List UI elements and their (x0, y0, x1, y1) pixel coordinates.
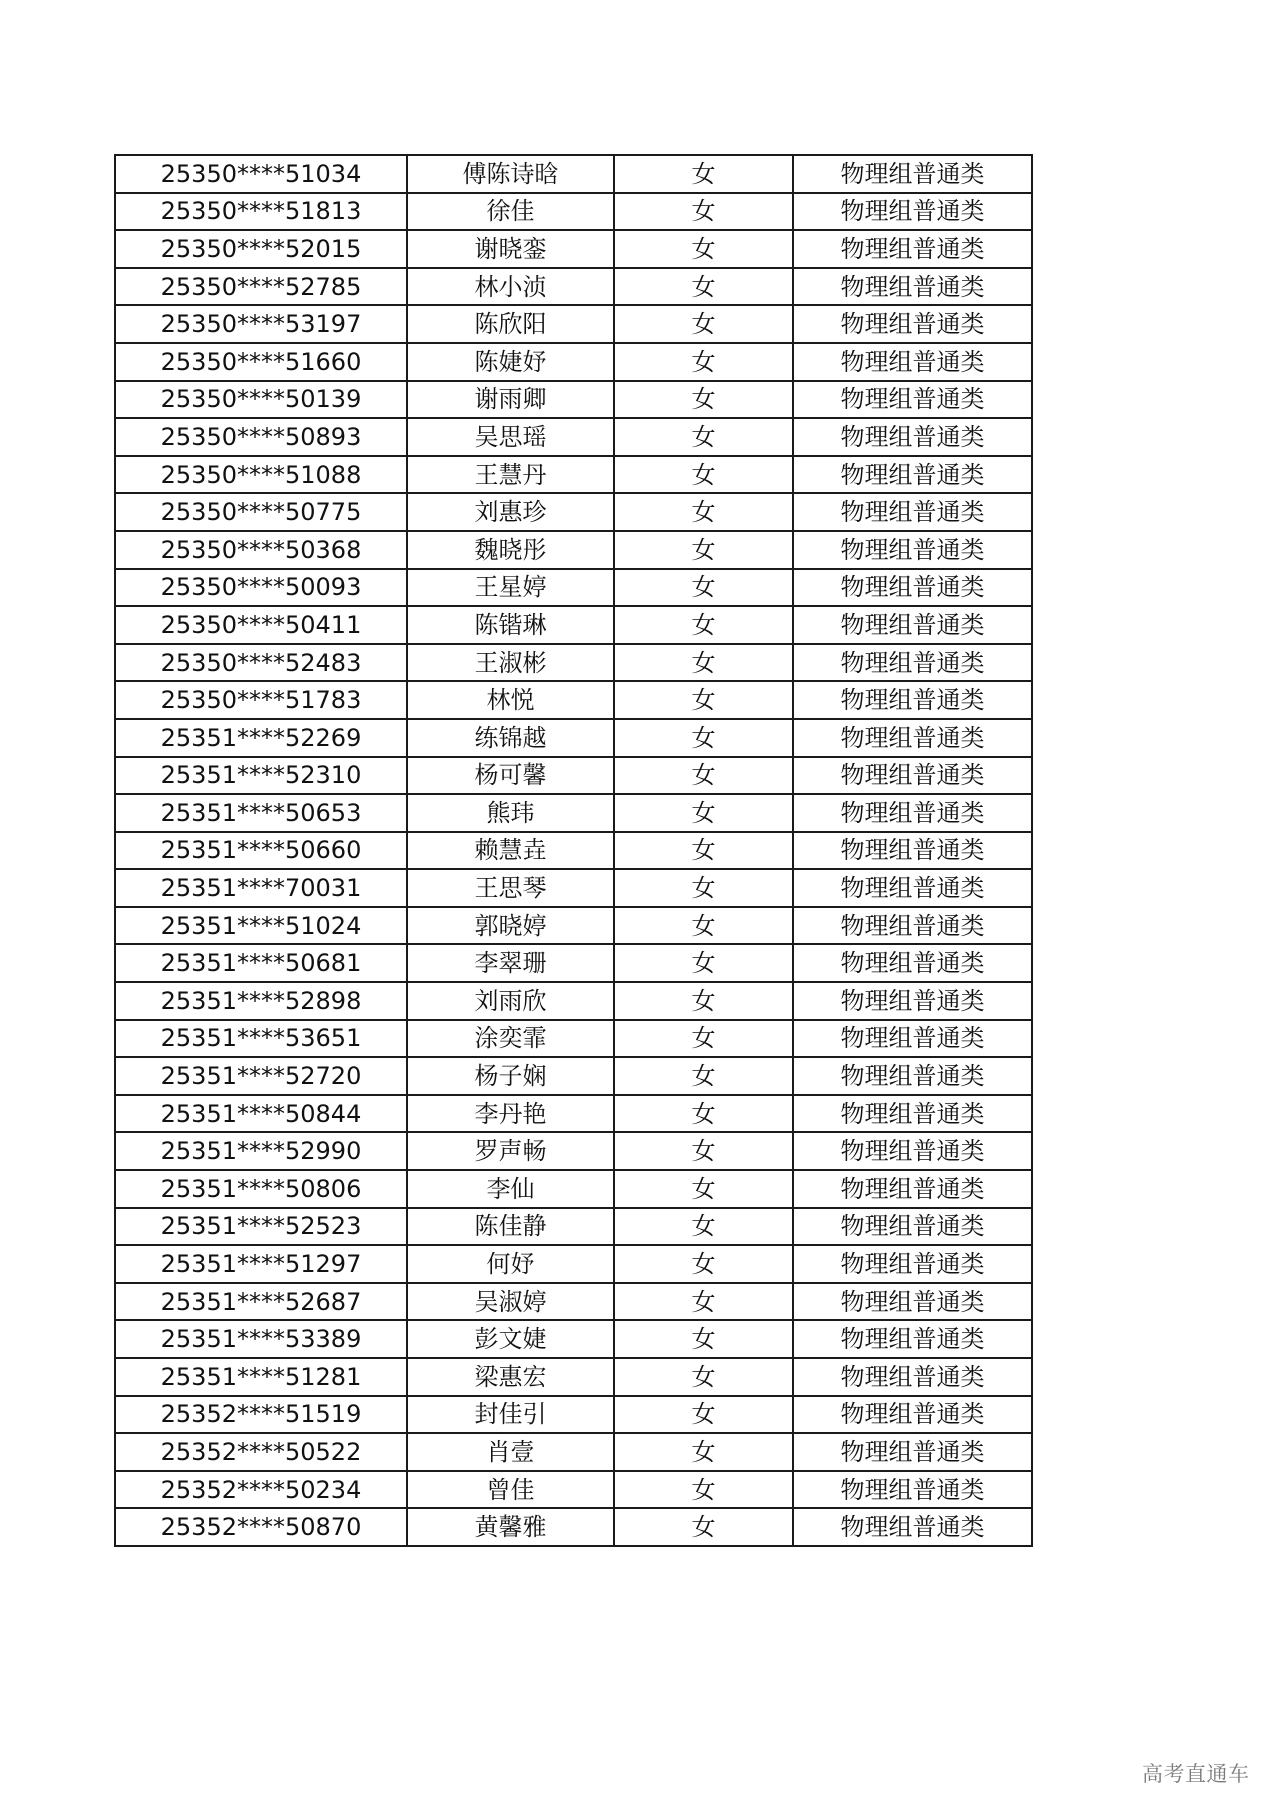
category-cell: 物理组普通类 (793, 644, 1032, 682)
category-cell: 物理组普通类 (793, 1170, 1032, 1208)
student-name-cell: 杨子娴 (407, 1057, 614, 1095)
category-cell: 物理组普通类 (793, 456, 1032, 494)
gender-cell: 女 (614, 1508, 793, 1546)
student-name-cell: 陈婕妤 (407, 343, 614, 381)
student-name-cell: 杨可馨 (407, 757, 614, 795)
gender-cell: 女 (614, 1170, 793, 1208)
gender-cell: 女 (614, 982, 793, 1020)
table-row (115, 1245, 1032, 1283)
category-cell: 物理组普通类 (793, 1283, 1032, 1321)
table-row (115, 1358, 1032, 1396)
table-row (115, 982, 1032, 1020)
gender-cell: 女 (614, 456, 793, 494)
table-row (115, 719, 1032, 757)
exam-id-cell: 25351****51297 (115, 1245, 407, 1283)
roster-table-body (115, 155, 1032, 1546)
category-cell: 物理组普通类 (793, 1020, 1032, 1058)
table-row (115, 1208, 1032, 1246)
category-cell: 物理组普通类 (793, 1132, 1032, 1170)
table-row (115, 1508, 1032, 1546)
student-name-cell: 肖壹 (407, 1433, 614, 1471)
table-row (115, 381, 1032, 419)
table-row (115, 493, 1032, 531)
table-row (115, 569, 1032, 607)
table-row (115, 230, 1032, 268)
category-cell: 物理组普通类 (793, 1208, 1032, 1246)
exam-id-cell: 25351****50806 (115, 1170, 407, 1208)
gender-cell: 女 (614, 230, 793, 268)
exam-id-cell: 25350****52483 (115, 644, 407, 682)
gender-cell: 女 (614, 1283, 793, 1321)
exam-id-cell: 25351****50660 (115, 832, 407, 870)
exam-id-cell: 25351****52898 (115, 982, 407, 1020)
student-name-cell: 李仙 (407, 1170, 614, 1208)
gender-cell: 女 (614, 1471, 793, 1509)
exam-id-cell: 25350****50893 (115, 418, 407, 456)
exam-id-cell: 25350****52785 (115, 268, 407, 306)
student-name-cell: 李翠珊 (407, 944, 614, 982)
table-row (115, 531, 1032, 569)
student-name-cell: 刘惠珍 (407, 493, 614, 531)
exam-id-cell: 25350****52015 (115, 230, 407, 268)
table-row (115, 1396, 1032, 1434)
exam-id-cell: 25352****50870 (115, 1508, 407, 1546)
category-cell: 物理组普通类 (793, 343, 1032, 381)
category-cell: 物理组普通类 (793, 493, 1032, 531)
exam-id-cell: 25351****51281 (115, 1358, 407, 1396)
exam-id-cell: 25351****52269 (115, 719, 407, 757)
gender-cell: 女 (614, 794, 793, 832)
student-name-cell: 傅陈诗晗 (407, 155, 614, 193)
table-row (115, 155, 1032, 193)
category-cell: 物理组普通类 (793, 1057, 1032, 1095)
gender-cell: 女 (614, 305, 793, 343)
gender-cell: 女 (614, 907, 793, 945)
gender-cell: 女 (614, 1396, 793, 1434)
student-name-cell: 吴淑婷 (407, 1283, 614, 1321)
table-row (115, 1132, 1032, 1170)
student-name-cell: 封佳引 (407, 1396, 614, 1434)
category-cell: 物理组普通类 (793, 418, 1032, 456)
exam-id-cell: 25351****50844 (115, 1095, 407, 1133)
category-cell: 物理组普通类 (793, 1245, 1032, 1283)
table-row (115, 832, 1032, 870)
gender-cell: 女 (614, 606, 793, 644)
student-name-cell: 王思琴 (407, 869, 614, 907)
exam-id-cell: 25351****53389 (115, 1320, 407, 1358)
gender-cell: 女 (614, 193, 793, 231)
exam-id-cell: 25350****50411 (115, 606, 407, 644)
category-cell: 物理组普通类 (793, 1095, 1032, 1133)
exam-id-cell: 25350****50775 (115, 493, 407, 531)
category-cell: 物理组普通类 (793, 794, 1032, 832)
category-cell: 物理组普通类 (793, 982, 1032, 1020)
student-name-cell: 刘雨欣 (407, 982, 614, 1020)
student-name-cell: 彭文婕 (407, 1320, 614, 1358)
student-name-cell: 罗声畅 (407, 1132, 614, 1170)
category-cell: 物理组普通类 (793, 531, 1032, 569)
student-name-cell: 黄馨雅 (407, 1508, 614, 1546)
exam-id-cell: 25351****52310 (115, 757, 407, 795)
exam-id-cell: 25350****51034 (115, 155, 407, 193)
exam-id-cell: 25352****50522 (115, 1433, 407, 1471)
watermark-text: 高考直通车 (1142, 1762, 1250, 1786)
gender-cell: 女 (614, 869, 793, 907)
gender-cell: 女 (614, 1320, 793, 1358)
exam-id-cell: 25350****51783 (115, 681, 407, 719)
table-row (115, 456, 1032, 494)
exam-id-cell: 25351****51024 (115, 907, 407, 945)
gender-cell: 女 (614, 757, 793, 795)
student-name-cell: 陈佳静 (407, 1208, 614, 1246)
table-row (115, 268, 1032, 306)
table-row (115, 681, 1032, 719)
table-row (115, 869, 1032, 907)
category-cell: 物理组普通类 (793, 757, 1032, 795)
category-cell: 物理组普通类 (793, 193, 1032, 231)
category-cell: 物理组普通类 (793, 944, 1032, 982)
table-row (115, 193, 1032, 231)
exam-id-cell: 25350****50139 (115, 381, 407, 419)
exam-id-cell: 25350****51660 (115, 343, 407, 381)
student-name-cell: 赖慧垚 (407, 832, 614, 870)
gender-cell: 女 (614, 1245, 793, 1283)
table-row (115, 1283, 1032, 1321)
table-row (115, 343, 1032, 381)
category-cell: 物理组普通类 (793, 155, 1032, 193)
exam-id-cell: 25351****52523 (115, 1208, 407, 1246)
table-row (115, 1095, 1032, 1133)
student-name-cell: 梁惠宏 (407, 1358, 614, 1396)
gender-cell: 女 (614, 644, 793, 682)
gender-cell: 女 (614, 569, 793, 607)
student-name-cell: 徐佳 (407, 193, 614, 231)
exam-id-cell: 25351****50681 (115, 944, 407, 982)
category-cell: 物理组普通类 (793, 907, 1032, 945)
table-row (115, 907, 1032, 945)
student-name-cell: 王淑彬 (407, 644, 614, 682)
exam-id-cell: 25350****50368 (115, 531, 407, 569)
student-name-cell: 陈欣阳 (407, 305, 614, 343)
student-name-cell: 涂奕霏 (407, 1020, 614, 1058)
category-cell: 物理组普通类 (793, 832, 1032, 870)
student-name-cell: 何妤 (407, 1245, 614, 1283)
student-name-cell: 魏晓彤 (407, 531, 614, 569)
gender-cell: 女 (614, 1132, 793, 1170)
category-cell: 物理组普通类 (793, 1508, 1032, 1546)
table-row (115, 606, 1032, 644)
student-name-cell: 陈锴琳 (407, 606, 614, 644)
table-row (115, 1433, 1032, 1471)
exam-id-cell: 25350****53197 (115, 305, 407, 343)
category-cell: 物理组普通类 (793, 1358, 1032, 1396)
student-name-cell: 李丹艳 (407, 1095, 614, 1133)
table-row (115, 944, 1032, 982)
category-cell: 物理组普通类 (793, 719, 1032, 757)
exam-id-cell: 25351****50653 (115, 794, 407, 832)
exam-id-cell: 25352****50234 (115, 1471, 407, 1509)
exam-id-cell: 25351****53651 (115, 1020, 407, 1058)
category-cell: 物理组普通类 (793, 1471, 1032, 1509)
gender-cell: 女 (614, 681, 793, 719)
student-roster-table (114, 154, 1033, 1547)
exam-id-cell: 25350****50093 (115, 569, 407, 607)
category-cell: 物理组普通类 (793, 606, 1032, 644)
table-row (115, 1170, 1032, 1208)
student-name-cell: 吴思瑶 (407, 418, 614, 456)
student-name-cell: 谢晓銮 (407, 230, 614, 268)
gender-cell: 女 (614, 343, 793, 381)
table-row (115, 1020, 1032, 1058)
table-row (115, 1471, 1032, 1509)
student-name-cell: 曾佳 (407, 1471, 614, 1509)
table-row (115, 1320, 1032, 1358)
gender-cell: 女 (614, 944, 793, 982)
category-cell: 物理组普通类 (793, 681, 1032, 719)
table-row (115, 794, 1032, 832)
gender-cell: 女 (614, 1020, 793, 1058)
student-name-cell: 练锦越 (407, 719, 614, 757)
category-cell: 物理组普通类 (793, 230, 1032, 268)
gender-cell: 女 (614, 531, 793, 569)
gender-cell: 女 (614, 493, 793, 531)
student-name-cell: 林悦 (407, 681, 614, 719)
table-row (115, 644, 1032, 682)
gender-cell: 女 (614, 155, 793, 193)
gender-cell: 女 (614, 1057, 793, 1095)
student-name-cell: 熊玮 (407, 794, 614, 832)
table-row (115, 1057, 1032, 1095)
table-row (115, 418, 1032, 456)
exam-id-cell: 25351****70031 (115, 869, 407, 907)
gender-cell: 女 (614, 1433, 793, 1471)
gender-cell: 女 (614, 719, 793, 757)
gender-cell: 女 (614, 1208, 793, 1246)
category-cell: 物理组普通类 (793, 381, 1032, 419)
exam-id-cell: 25351****52990 (115, 1132, 407, 1170)
table-row (115, 305, 1032, 343)
gender-cell: 女 (614, 268, 793, 306)
exam-id-cell: 25352****51519 (115, 1396, 407, 1434)
gender-cell: 女 (614, 1095, 793, 1133)
student-name-cell: 林小浈 (407, 268, 614, 306)
category-cell: 物理组普通类 (793, 869, 1032, 907)
category-cell: 物理组普通类 (793, 1320, 1032, 1358)
student-name-cell: 王慧丹 (407, 456, 614, 494)
gender-cell: 女 (614, 418, 793, 456)
student-name-cell: 王星婷 (407, 569, 614, 607)
category-cell: 物理组普通类 (793, 305, 1032, 343)
gender-cell: 女 (614, 832, 793, 870)
exam-id-cell: 25351****52720 (115, 1057, 407, 1095)
category-cell: 物理组普通类 (793, 1433, 1032, 1471)
gender-cell: 女 (614, 1358, 793, 1396)
category-cell: 物理组普通类 (793, 569, 1032, 607)
gender-cell: 女 (614, 381, 793, 419)
student-name-cell: 郭晓婷 (407, 907, 614, 945)
category-cell: 物理组普通类 (793, 1396, 1032, 1434)
exam-id-cell: 25350****51813 (115, 193, 407, 231)
student-name-cell: 谢雨卿 (407, 381, 614, 419)
category-cell: 物理组普通类 (793, 268, 1032, 306)
exam-id-cell: 25350****51088 (115, 456, 407, 494)
exam-id-cell: 25351****52687 (115, 1283, 407, 1321)
table-row (115, 757, 1032, 795)
